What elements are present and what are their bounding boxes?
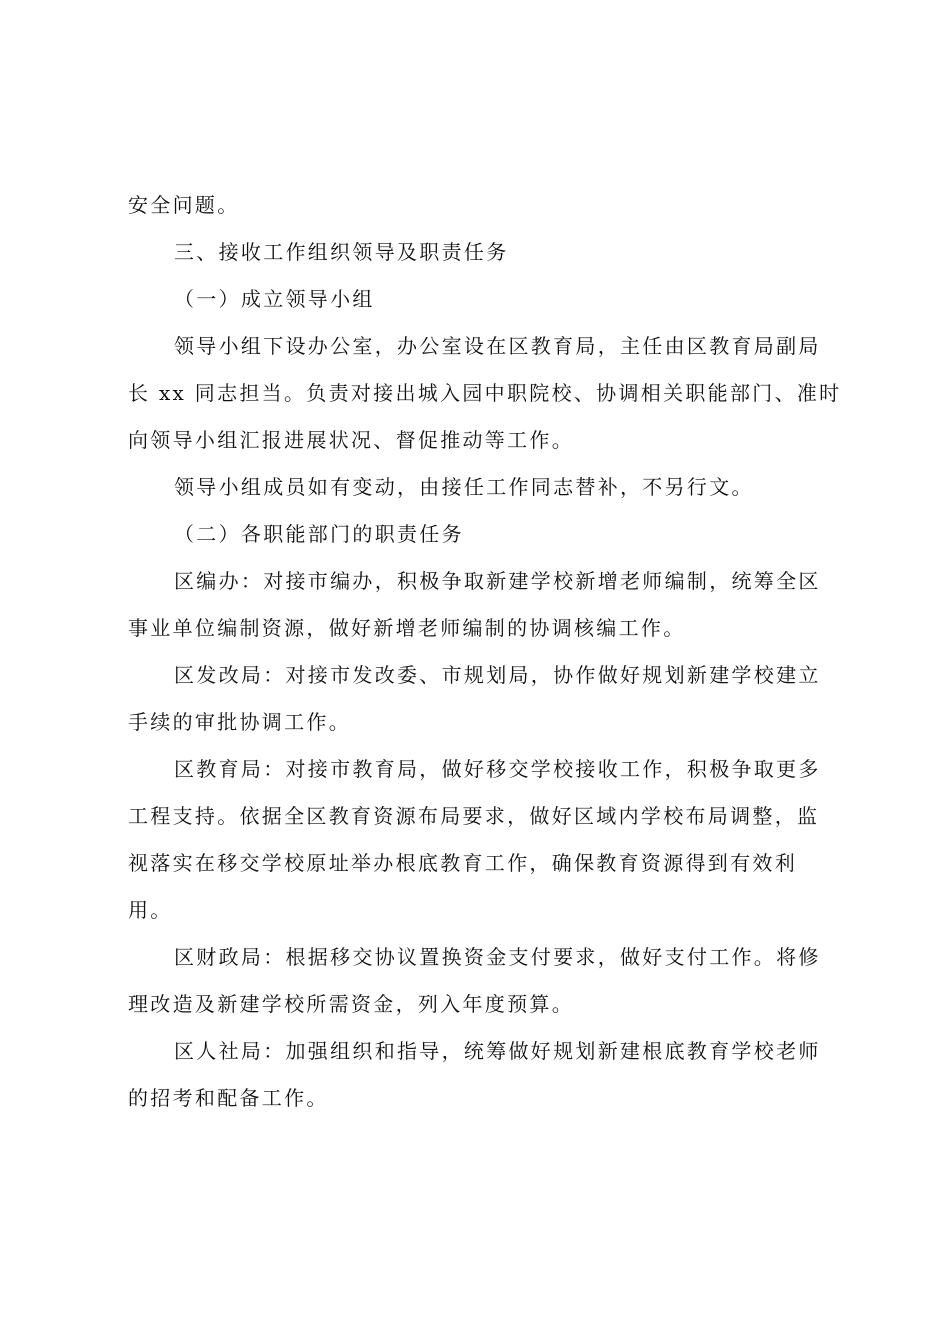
paragraph-line: 的招考和配备工作。 [128, 1086, 329, 1110]
paragraph-line: 手续的审批协调工作。 [128, 710, 351, 734]
subsection-heading: （二）各职能部门的职责任务 [174, 522, 464, 546]
paragraph-line: 长 xx 同志担当。负责对接出城入园中职院校、协调相关职能部门、准时 [128, 381, 842, 405]
paragraph-line: 区人社局：加强组织和指导，统筹做好规划新建根底教育学校老师 [174, 1039, 821, 1063]
paragraph-line: 视落实在移交学校原址举办根底教育工作，确保教育资源得到有效利 [128, 851, 797, 875]
paragraph-line: 理改造及新建学校所需资金，列入年度预算。 [128, 992, 574, 1016]
subsection-heading: （一）成立领导小组 [174, 287, 375, 311]
section-heading: 三、接收工作组织领导及职责任务 [174, 240, 509, 264]
paragraph-line: 用。 [128, 898, 173, 922]
paragraph-line: 工程支持。依据全区教育资源布局要求，做好区域内学校布局调整，监 [128, 804, 820, 828]
paragraph-line: 向领导小组汇报进展状况、督促推动等工作。 [128, 428, 574, 452]
paragraph-line: 区发改局：对接市发改委、市规划局，协作做好规划新建学校建立 [174, 663, 821, 687]
paragraph-line: 安全问题。 [128, 193, 240, 217]
paragraph-line: 领导小组成员如有变动，由接任工作同志替补，不另行文。 [174, 475, 754, 499]
document-body [128, 188, 842, 1116]
paragraph-line: 事业单位编制资源，做好新增老师编制的协调核编工作。 [128, 616, 686, 640]
paragraph-line: 区财政局：根据移交协议置换资金支付要求，做好支付工作。将修 [174, 945, 821, 969]
paragraph-line: 领导小组下设办公室，办公室设在区教育局，主任由区教育局副局 [174, 334, 821, 358]
paragraph-line: 区编办：对接市编办，积极争取新建学校新增老师编制，统筹全区 [174, 569, 821, 593]
paragraph-line: 区教育局：对接市教育局，做好移交学校接收工作，积极争取更多 [174, 757, 821, 781]
